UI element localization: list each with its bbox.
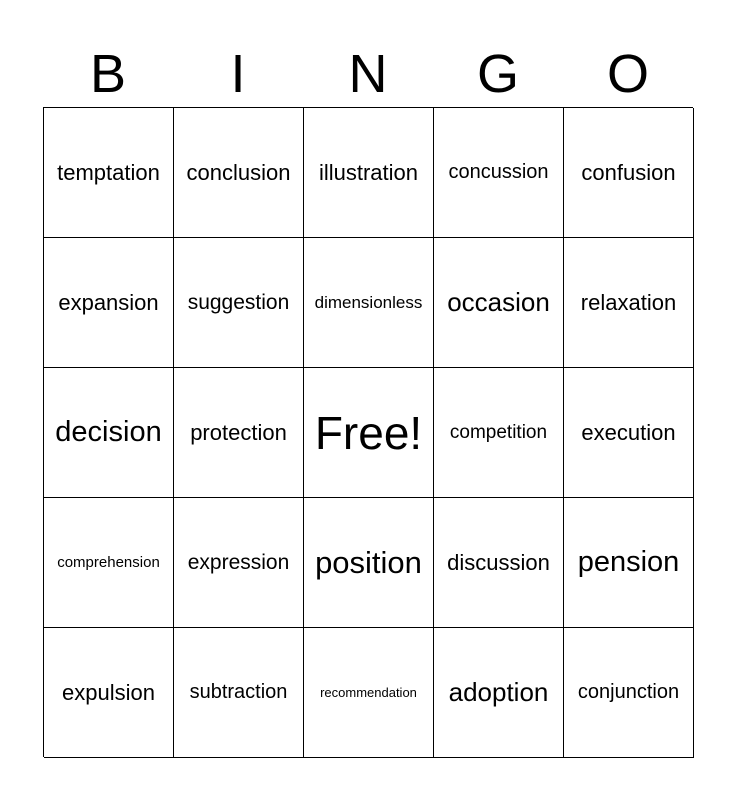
bingo-cell-r3c1[interactable]: decision [44,368,174,498]
bingo-cell-r1c2[interactable]: conclusion [174,108,304,238]
header-letter-o: O [606,44,649,104]
bingo-cell-r2c1[interactable]: expansion [44,238,174,368]
bingo-cell-r5c1[interactable]: expulsion [44,628,174,758]
bingo-cell-r1c1[interactable]: temptation [44,108,174,238]
bingo-free-space[interactable]: Free! [304,368,434,498]
bingo-cell-r4c1[interactable]: comprehension [44,498,174,628]
bingo-cell-r3c5[interactable]: execution [564,368,694,498]
header-letter-b: B [89,44,127,104]
bingo-cell-r1c3[interactable]: illustration [304,108,434,238]
bingo-cell-r5c3[interactable]: recommendation [304,628,434,758]
bingo-grid [43,107,693,757]
bingo-cell-r2c2[interactable]: suggestion [174,238,304,368]
bingo-cell-r4c2[interactable]: expression [174,498,304,628]
header-letter-i: I [230,44,246,104]
header-letter-g: G [476,44,519,104]
bingo-cell-r1c5[interactable]: confusion [564,108,694,238]
bingo-cell-r4c5[interactable]: pension [564,498,694,628]
bingo-cell-r4c4[interactable]: discussion [434,498,564,628]
bingo-cell-r2c3[interactable]: dimensionless [304,238,434,368]
bingo-cell-r2c5[interactable]: relaxation [564,238,694,368]
bingo-cell-r3c4[interactable]: competition [434,368,564,498]
bingo-cell-r5c5[interactable]: conjunction [564,628,694,758]
header-letter-n: N [348,44,388,104]
bingo-cell-r1c4[interactable]: concussion [434,108,564,238]
bingo-cell-r3c2[interactable]: protection [174,368,304,498]
bingo-cell-r5c4[interactable]: adoption [434,628,564,758]
bingo-cell-r4c3[interactable]: position [304,498,434,628]
bingo-cell-r5c2[interactable]: subtraction [174,628,304,758]
bingo-cell-r2c4[interactable]: occasion [434,238,564,368]
bingo-header [43,40,693,106]
